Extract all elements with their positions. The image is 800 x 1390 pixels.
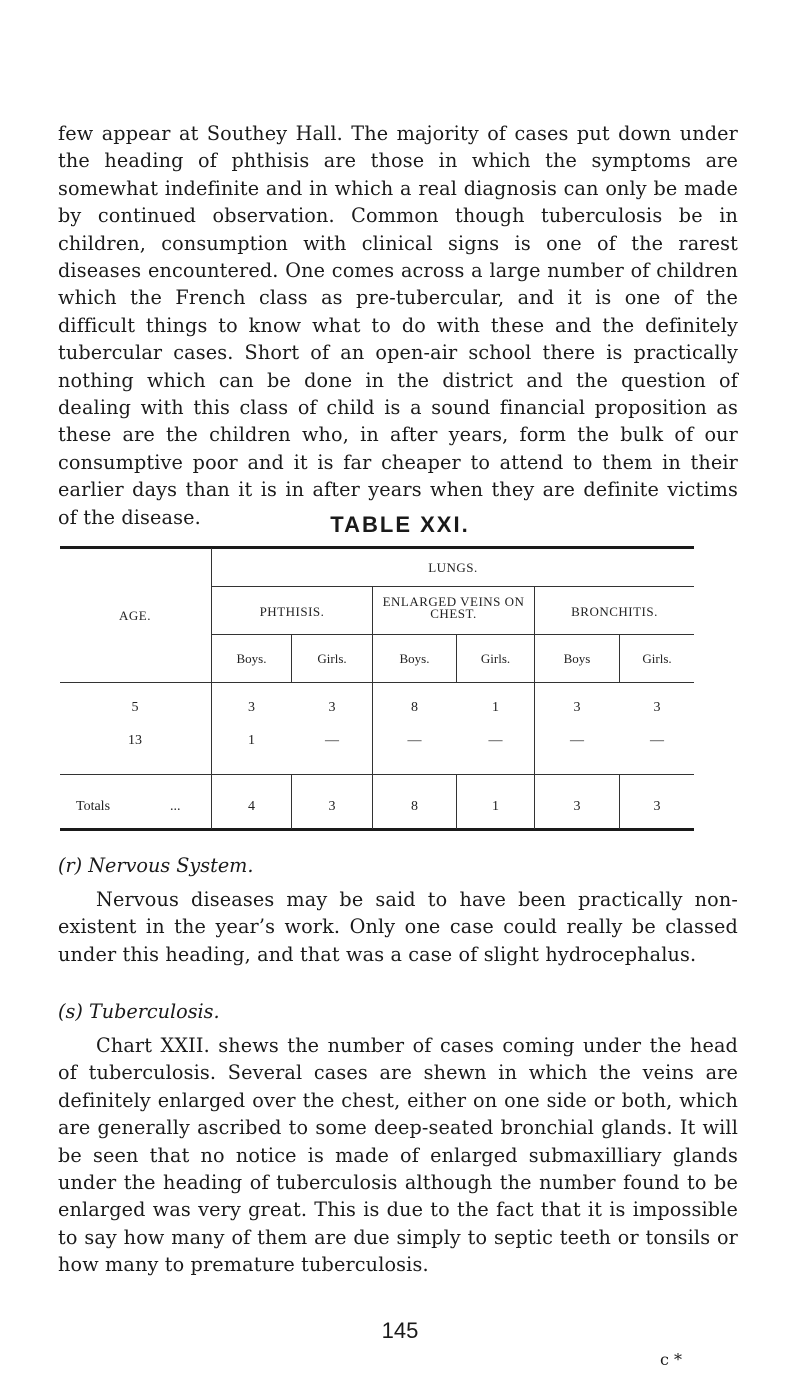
section-r-title: Nervous System. xyxy=(88,854,254,877)
section-s-title: Tuberculosis. xyxy=(88,1000,220,1023)
page-number: 145 xyxy=(381,1318,419,1343)
header-rule-1 xyxy=(212,586,694,587)
table-cell: 3 xyxy=(328,700,336,715)
table-cell: — xyxy=(570,733,584,748)
totals-rule xyxy=(60,774,694,775)
table-title: TABLE XXI. xyxy=(330,512,470,537)
section-s-heading xyxy=(58,1000,220,1023)
table-cell: — xyxy=(407,733,422,748)
header-boys-phthisis: Boys. xyxy=(236,651,267,666)
table-cell: 4 xyxy=(248,799,255,814)
section-r-paragraph: Nervous diseases may be said to have been practically non-existent in the year’s work. Only one case could really be classed under this heading, and that was a case of slight hydrocephalus. xyxy=(58,888,738,966)
table-cell: 8 xyxy=(411,799,418,814)
table-cell: 1 xyxy=(248,733,255,748)
header-boys-veins: Boys. xyxy=(399,651,430,666)
section-s-marker: (s) xyxy=(58,1000,83,1023)
intro-paragraph: few appear at Southey Hall. The majority of cases put down under the heading of phthisis are those in which the symptoms are somewhat indefinite and in which a real diagnosis can only be made by continued observation. Common though tuberculosis be in children, consumption with clinical signs is one of the rarest diseases encountered. One comes across a large number of children which the French class as pre-tubercular, and it is one of the difficult things to know what to do with these and the definitely tubercular cases. Short of an open-air school there is practically nothing which can be done in the district and the question of dealing with this class of child is a sound financial proposition as these are the children who, in after years, form the bulk of our consumptive poor and it is far cheaper to attend to them in their earlier days than it is in after years when they are definite victims of the disease. xyxy=(58,122,738,529)
totals-dots: ... xyxy=(170,799,181,814)
header-age: AGE. xyxy=(119,608,151,623)
header-bottom-rule xyxy=(60,682,694,683)
totals-label: Totals xyxy=(76,799,111,814)
section-s-paragraph: Chart XXII. shews the number of cases coming under the head of tuberculosis. Several cases are shewn in which the veins are definitely enlarged over the chest, either on one side or both, which are generally ascribed to some deep-seated bronchial glands. It will be seen that no notice is made of enlarged submaxilliary glands under the heading of tuberculosis although the number found to be enlarged was very great. This is due to the fact that it is impossible to say how many of them are due simply to septic teeth or tonsils or how many to premature tuberculosis. xyxy=(58,1034,738,1277)
header-rule-2 xyxy=(212,634,694,635)
table-cell: 3 xyxy=(573,700,581,715)
row-age: 13 xyxy=(128,733,142,748)
vline-age xyxy=(211,548,212,829)
header-lungs: LUNGS. xyxy=(428,560,478,575)
header-enlarged-veins: ENLARGED VEINS ON CHEST. xyxy=(382,594,525,621)
table-cell: 8 xyxy=(411,700,418,715)
header-phthisis: PHTHISIS. xyxy=(259,604,325,619)
table-bottom-rule xyxy=(60,828,694,831)
table-cell: 3 xyxy=(248,700,255,715)
table-cell: — xyxy=(650,733,664,748)
table-cell: 1 xyxy=(492,799,499,814)
header-bronchitis: BRONCHITIS. xyxy=(571,604,658,619)
section-r-marker: (r) xyxy=(58,854,83,877)
header-boys-bronchitis: Boys xyxy=(563,651,591,666)
table-cell: 3 xyxy=(653,799,661,814)
table-cell: 3 xyxy=(653,700,661,715)
header-girls-veins: Girls. xyxy=(480,651,511,666)
header-girls-phthisis: Girls. xyxy=(317,651,347,666)
table-top-rule xyxy=(60,546,694,549)
header-girls-bronchitis: Girls. xyxy=(642,651,672,666)
table-cell: — xyxy=(488,733,503,748)
table-cell: 1 xyxy=(492,700,499,715)
row-age: 5 xyxy=(131,700,139,715)
table-cell: — xyxy=(325,733,339,748)
table-cell: 3 xyxy=(328,799,336,814)
table-cell: 3 xyxy=(573,799,581,814)
signature-mark: c * xyxy=(660,1350,683,1369)
section-r-heading xyxy=(58,854,253,877)
